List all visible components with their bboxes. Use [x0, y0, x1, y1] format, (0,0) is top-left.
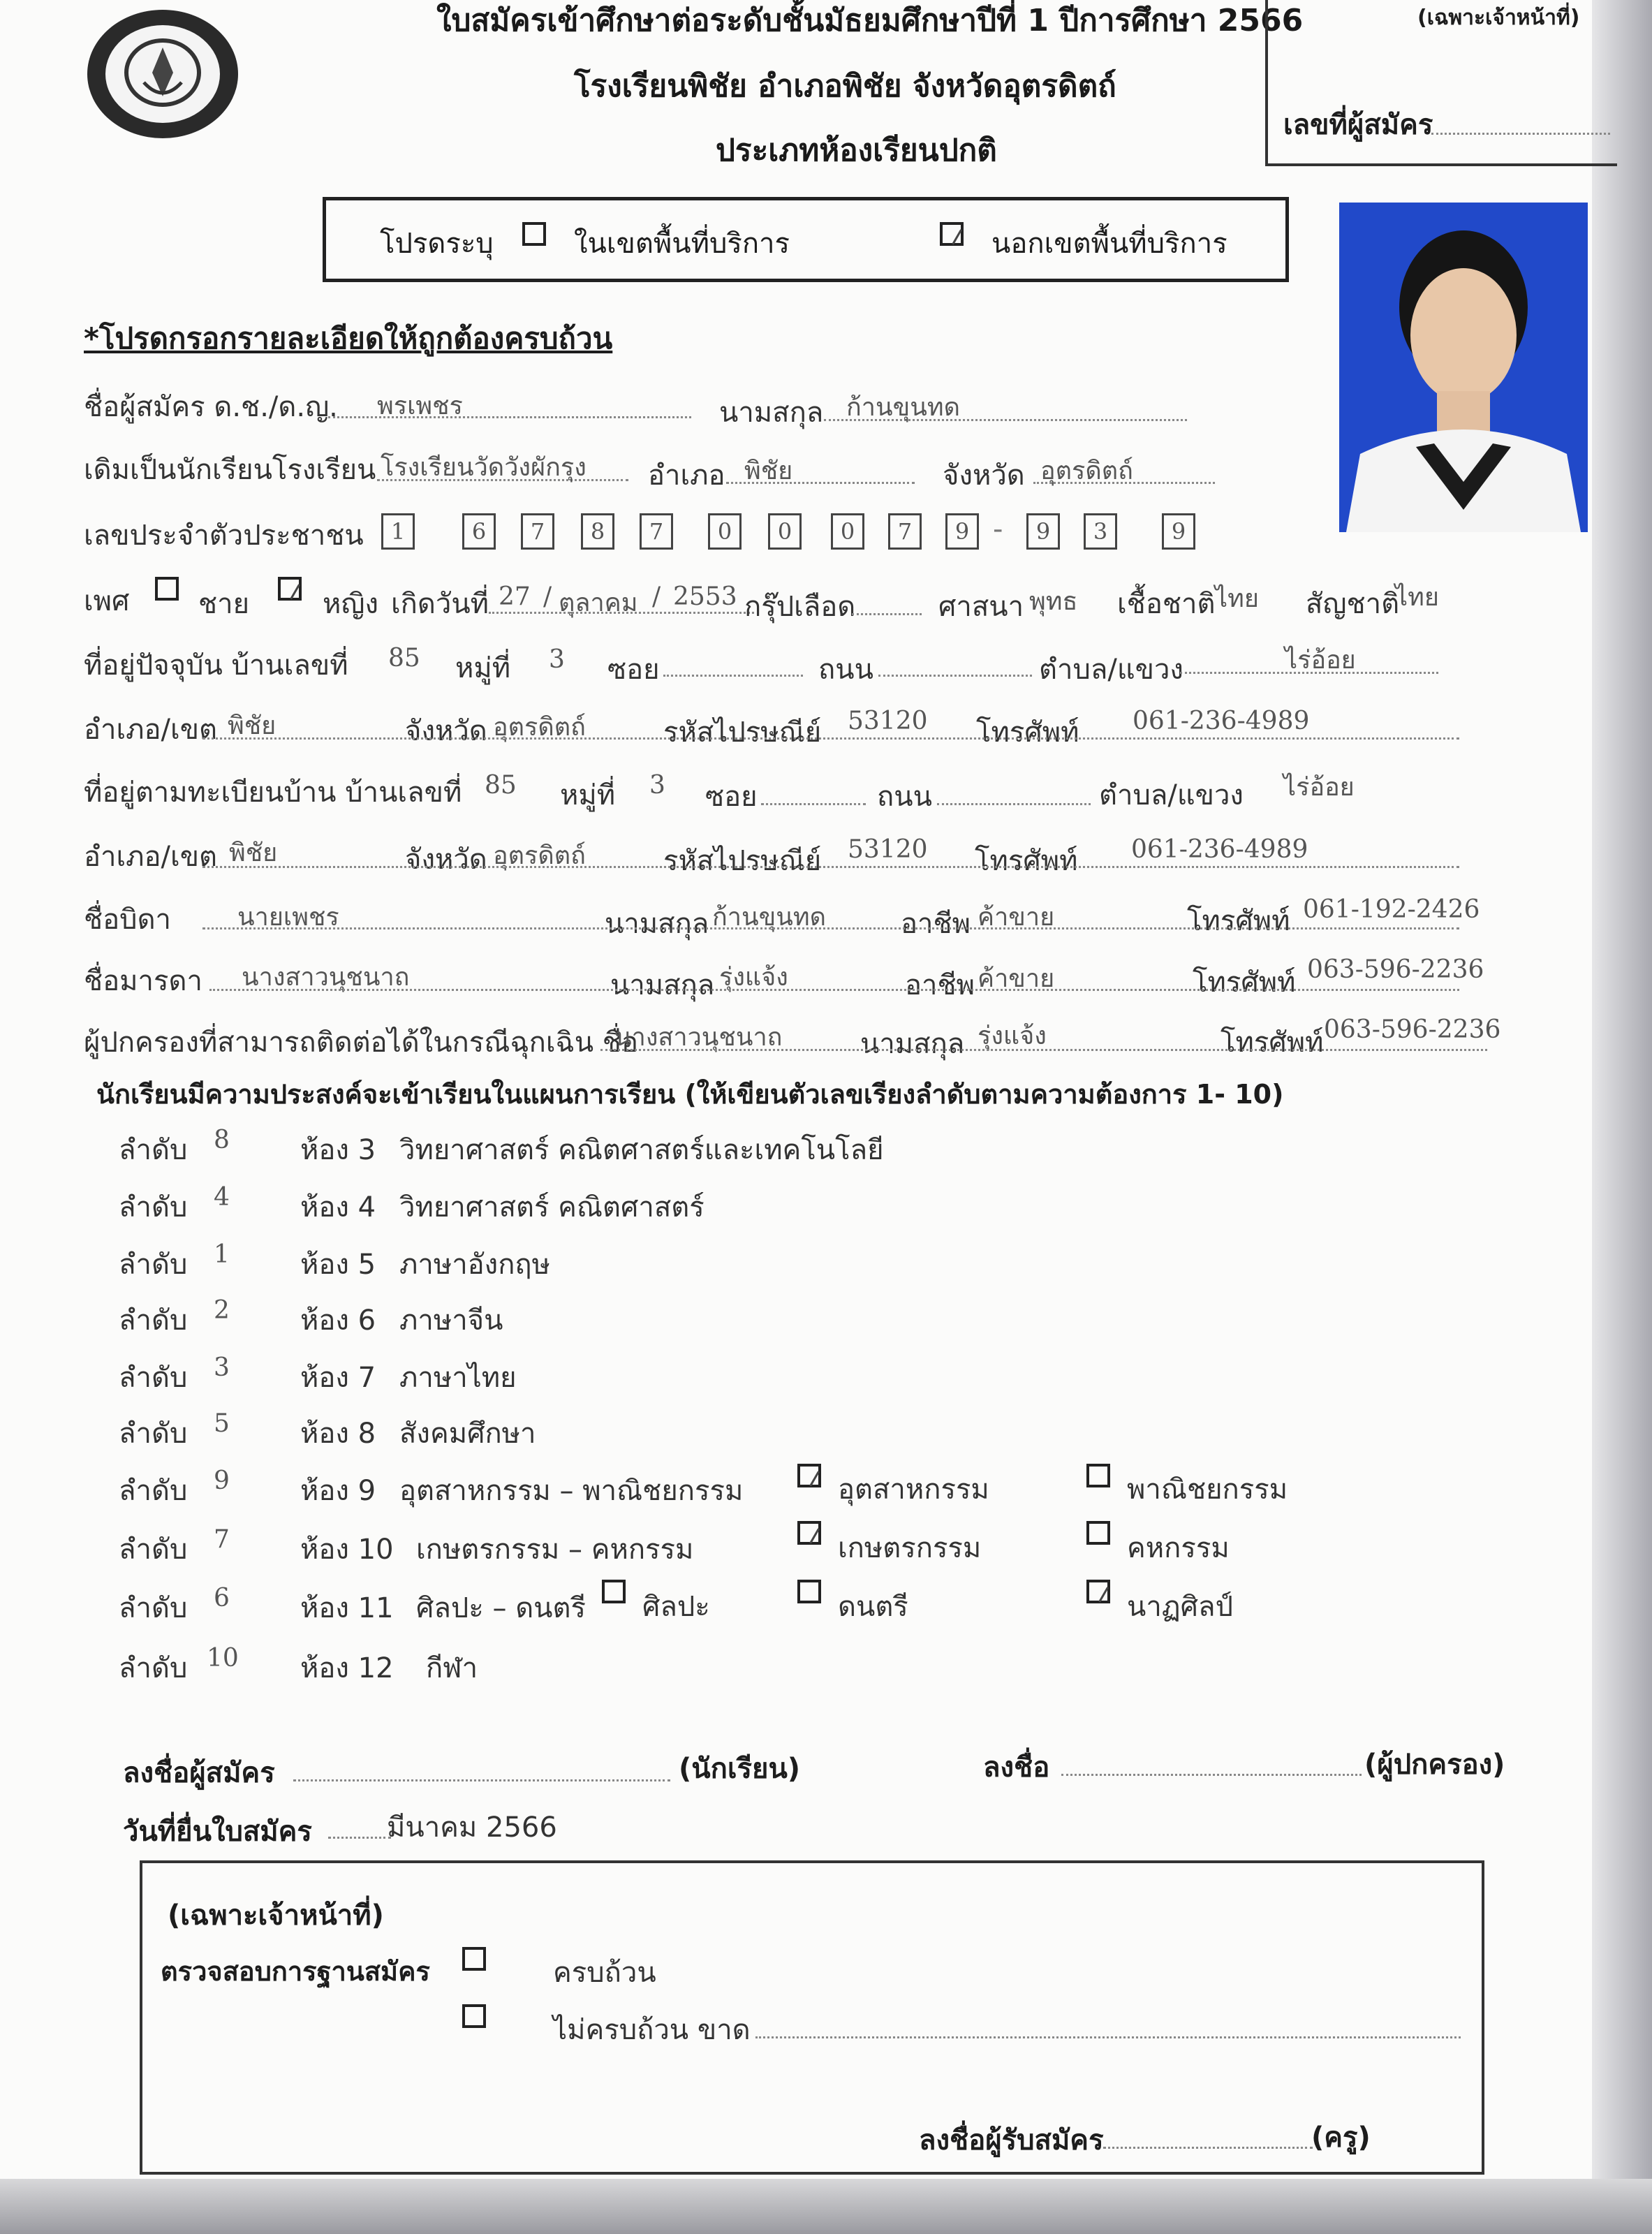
- receiver-signature-field[interactable]: [1103, 2147, 1313, 2149]
- plan-room: ห้อง 3: [300, 1134, 376, 1166]
- first-name-value[interactable]: พรเพชร: [377, 392, 463, 420]
- mother-name[interactable]: นางสาวนุชนาถ: [242, 963, 410, 992]
- current-soi-label: ซอย: [607, 654, 660, 686]
- art-checkbox[interactable]: [602, 1580, 626, 1603]
- school-district-line: [726, 482, 915, 484]
- complete-checkbox[interactable]: [462, 1947, 486, 1971]
- plan-name: ศิลปะ – ดนตรี: [416, 1592, 586, 1624]
- birth-month[interactable]: ตุลาคม: [559, 589, 638, 617]
- guardian-phone-label: โทรศัพท์: [1220, 1027, 1324, 1059]
- applicant-photo: [1339, 203, 1588, 532]
- father-line: [202, 927, 1459, 929]
- guardian-signature-label: ลงชื่อ: [983, 1751, 1050, 1784]
- current-road-label: ถนน: [818, 654, 873, 686]
- id-digit[interactable]: 9: [1026, 513, 1060, 550]
- order-label: ลำดับ: [119, 1592, 188, 1624]
- citizen-id-label: เลขประจำตัวประชาชน: [84, 520, 364, 552]
- current-phone-label: โทรศัพท์: [976, 717, 1079, 749]
- school-province-line: [1033, 482, 1215, 484]
- agriculture-checkbox[interactable]: [797, 1521, 821, 1545]
- father-name[interactable]: นายเพชร: [237, 903, 339, 932]
- school-district-value[interactable]: พิชัย: [744, 457, 793, 485]
- current-province[interactable]: อุตรดิตถ์: [493, 713, 586, 742]
- birth-slash: /: [652, 582, 661, 611]
- plan-rank[interactable]: 10: [207, 1644, 239, 1673]
- incomplete-label: ไม่ครบถ้วน ขาด: [553, 2014, 751, 2046]
- home-economics-label: คหกรรม: [1127, 1532, 1230, 1564]
- id-digit[interactable]: 7: [888, 513, 922, 550]
- registered-soi-field[interactable]: [761, 803, 866, 805]
- plan-name: สังคมศึกษา: [399, 1418, 536, 1450]
- applicant-number-label: เลขที่ผู้สมัคร: [1283, 109, 1433, 141]
- current-district[interactable]: พิชัย: [228, 712, 276, 740]
- current-postcode[interactable]: 53120: [848, 707, 928, 735]
- registered-subdistrict-label: ตำบล/แขวง: [1099, 779, 1244, 811]
- submit-date-value[interactable]: มีนาคม 2566: [387, 1812, 557, 1844]
- commerce-checkbox[interactable]: [1086, 1464, 1110, 1487]
- order-label: ลำดับ: [119, 1362, 188, 1394]
- plan-name: วิทยาศาสตร์ คณิตศาสตร์: [399, 1191, 705, 1223]
- plan-heading: นักเรียนมีความประสงค์จะเข้าเรียนในแผนการเรียน (ให้เขียนตัวเลขเรียงลำดับตามความต้องการ 1- 10): [96, 1079, 1284, 1110]
- id-digit[interactable]: 9: [1162, 513, 1195, 550]
- plan-name: ภาษาไทย: [399, 1362, 517, 1394]
- missing-items-field[interactable]: [755, 2036, 1461, 2038]
- out-area-label: นอกเขตพื้นที่บริการ: [991, 228, 1227, 260]
- student-note: (นักเรียน): [679, 1753, 801, 1785]
- plan-rank[interactable]: 3: [214, 1353, 230, 1382]
- form-title: ใบสมัครเข้าศึกษาต่อระดับชั้นมัธยมศึกษาปีที่ 1 ปีการศึกษา 2566: [436, 3, 1304, 38]
- birth-slash: /: [543, 582, 552, 611]
- area-prompt: โปรดระบุ: [380, 228, 494, 260]
- plan-rank[interactable]: 9: [214, 1467, 230, 1495]
- mother-surname-label: นามสกุล: [610, 969, 715, 1001]
- id-digit[interactable]: 6: [462, 513, 496, 550]
- mother-phone-label: โทรศัพท์: [1193, 967, 1296, 999]
- music-label: ดนตรี: [838, 1591, 908, 1623]
- blood-label: กรุ๊ปเลือด: [744, 591, 856, 623]
- submit-date-label: วันที่ยื่นใบสมัคร: [123, 1816, 312, 1848]
- father-phone[interactable]: 061-192-2426: [1303, 895, 1480, 924]
- ethnicity-label: เชื้อชาติ: [1117, 588, 1216, 620]
- applicant-number-field[interactable]: [1431, 133, 1610, 135]
- plan-room: ห้อง 12: [300, 1652, 394, 1684]
- father-phone-label: โทรศัพท์: [1187, 905, 1290, 937]
- plan-name: กีฬา: [426, 1652, 478, 1684]
- surname-value[interactable]: ก้านขุนทด: [846, 393, 960, 422]
- plan-name: อุตสาหกรรม – พาณิชยกรรม: [399, 1475, 744, 1507]
- guardian-surname-label: นามสกุล: [860, 1028, 965, 1060]
- class-type-line: ประเภทห้องเรียนปกติ: [716, 133, 997, 168]
- current-moo[interactable]: 3: [549, 645, 565, 674]
- registered-district-label: อำเภอ/เขต: [84, 841, 218, 873]
- out-area-checkbox[interactable]: [940, 222, 964, 246]
- male-label: ชาย: [198, 588, 250, 620]
- registered-address-line: [202, 866, 1459, 868]
- guardian-name[interactable]: นางสาวนุชนาถ: [614, 1023, 783, 1052]
- submit-date-line: [328, 1837, 391, 1839]
- plan-name: วิทยาศาสตร์ คณิตศาสตร์และเทคโนโลยี: [399, 1134, 884, 1166]
- religion-label: ศาสนา: [938, 591, 1024, 623]
- father-job-label: อาชีพ: [901, 908, 971, 940]
- plan-room: ห้อง 11: [300, 1592, 394, 1624]
- in-area-label: ในเขตพื้นที่บริการ: [574, 228, 790, 260]
- birth-day[interactable]: 27: [499, 582, 531, 611]
- complete-label: ครบถ้วน: [553, 1957, 656, 1989]
- id-separator: -: [993, 513, 1003, 545]
- registered-road-field[interactable]: [937, 803, 1091, 805]
- registered-postcode[interactable]: 53120: [848, 835, 928, 864]
- order-label: ลำดับ: [119, 1305, 188, 1337]
- in-area-checkbox[interactable]: [522, 222, 546, 246]
- plan-rank[interactable]: 4: [214, 1183, 230, 1212]
- mother-line: [209, 989, 1459, 991]
- id-digit[interactable]: 0: [831, 513, 864, 550]
- id-digit[interactable]: 8: [581, 513, 614, 550]
- order-label: ลำดับ: [119, 1134, 188, 1166]
- registered-road-label: ถนน: [877, 781, 932, 813]
- current-phone[interactable]: 061-236-4989: [1133, 707, 1310, 735]
- current-soi-field[interactable]: [663, 675, 803, 677]
- page-edge-shadow: [1592, 0, 1652, 2234]
- guardian-label: ผู้ปกครองที่สามารถติดต่อได้ในกรณีฉุกเฉิน ชื่อ: [84, 1027, 638, 1059]
- id-digit[interactable]: 3: [1084, 513, 1117, 550]
- plan-name: เกษตรกรรม – คหกรรม: [416, 1534, 694, 1566]
- school-label: เดิมเป็นนักเรียนโรงเรียน: [84, 454, 376, 486]
- order-label: ลำดับ: [119, 1418, 188, 1450]
- male-checkbox[interactable]: [155, 577, 179, 601]
- plan-rank[interactable]: 2: [214, 1296, 230, 1325]
- mother-phone[interactable]: 063-596-2236: [1307, 955, 1484, 984]
- ethnicity-value[interactable]: ไทย: [1215, 585, 1259, 613]
- nationality-label: สัญชาติ: [1306, 588, 1400, 620]
- female-checkbox[interactable]: [278, 577, 302, 601]
- id-digit[interactable]: 0: [768, 513, 802, 550]
- receiver-signature-label: ลงชื่อผู้รับสมัคร: [919, 2124, 1104, 2156]
- registered-moo[interactable]: 3: [649, 771, 665, 800]
- home-economics-checkbox[interactable]: [1086, 1521, 1110, 1545]
- registered-phone[interactable]: 061-236-4989: [1131, 835, 1308, 864]
- plan-room: ห้อง 10: [300, 1534, 394, 1566]
- industry-checkbox[interactable]: [797, 1464, 821, 1487]
- school-line: โรงเรียนพิชัย อำเภอพิชัย จังหวัดอุตรดิตถ์: [574, 68, 1116, 104]
- current-postcode-label: รหัสไปรษณีย์: [663, 717, 822, 749]
- page-bottom-shadow: [0, 2179, 1652, 2234]
- school-province-label: จังหวัด: [943, 460, 1025, 492]
- surname-label: นามสกุล: [719, 397, 824, 429]
- document-check-label: ตรวจสอบการฐานสมัคร: [161, 1956, 430, 1987]
- registered-phone-label: โทรศัพท์: [975, 845, 1078, 877]
- guardian-surname[interactable]: รุ่งแจ้ง: [978, 1022, 1047, 1050]
- commerce-label: พาณิชยกรรม: [1127, 1474, 1288, 1506]
- id-digit[interactable]: 9: [945, 513, 979, 550]
- current-road-field[interactable]: [878, 675, 1032, 677]
- registered-province-label: จังหวัด: [405, 844, 487, 876]
- plan-rank[interactable]: 5: [214, 1409, 230, 1438]
- registered-soi-label: ซอย: [705, 781, 758, 813]
- current-subdistrict-line: [1180, 672, 1438, 674]
- religion-value[interactable]: พุทธ: [1029, 587, 1078, 616]
- thai-dance-checkbox[interactable]: [1086, 1580, 1110, 1603]
- plan-name: ภาษาจีน: [399, 1305, 503, 1337]
- birth-line: [489, 612, 754, 614]
- current-house-no[interactable]: 85: [388, 644, 420, 673]
- plan-room: ห้อง 8: [300, 1418, 376, 1450]
- thai-dance-label: นาฏศิลป์: [1127, 1591, 1233, 1623]
- registered-postcode-label: รหัสไปรษณีย์: [663, 845, 822, 877]
- school-province-value[interactable]: อุตรดิตถ์: [1040, 457, 1133, 485]
- registered-subdistrict[interactable]: ไร่อ้อย: [1283, 773, 1355, 802]
- guardian-phone[interactable]: 063-596-2236: [1324, 1015, 1501, 1044]
- registered-province[interactable]: อุตรดิตถ์: [493, 842, 586, 870]
- applicant-signature-field[interactable]: [293, 1779, 670, 1781]
- current-moo-label: หมู่ที่: [455, 652, 511, 684]
- id-digit[interactable]: 0: [708, 513, 742, 550]
- school-seal-logo: [82, 6, 243, 142]
- registered-address-label: ที่อยู่ตามทะเบียนบ้าน บ้านเลขที่: [84, 777, 462, 809]
- order-label: ลำดับ: [119, 1475, 188, 1507]
- plan-room: ห้อง 4: [300, 1191, 376, 1223]
- plan-rank[interactable]: 1: [214, 1240, 230, 1269]
- instruction-text: *โปรดกรอกรายละเอียดให้ถูกต้องครบถ้วน: [84, 321, 613, 355]
- order-label: ลำดับ: [119, 1534, 188, 1566]
- teacher-note: (ครู): [1311, 2122, 1371, 2154]
- sex-label: เพศ: [84, 585, 130, 617]
- mother-surname[interactable]: รุ่งแจ้ง: [719, 963, 788, 992]
- birth-year[interactable]: 2553: [673, 582, 737, 611]
- order-label: ลำดับ: [119, 1652, 188, 1684]
- plan-name: ภาษาอังกฤษ: [399, 1249, 551, 1281]
- father-surname-label: นามสกุล: [605, 908, 709, 940]
- mother-label: ชื่อมารดา: [84, 965, 202, 997]
- father-surname[interactable]: ก้านขุนทด: [712, 903, 826, 932]
- plan-room: ห้อง 6: [300, 1305, 376, 1337]
- industry-label: อุตสาหกรรม: [838, 1474, 989, 1506]
- mother-job-label: อาชีพ: [905, 969, 975, 1001]
- plan-room: ห้อง 5: [300, 1249, 376, 1281]
- agriculture-label: เกษตรกรรม: [838, 1532, 982, 1564]
- registered-moo-label: หมู่ที่: [560, 779, 616, 811]
- father-job[interactable]: ค้าขาย: [978, 903, 1055, 932]
- current-address-line: [202, 737, 1459, 740]
- current-subdistrict-label: ตำบล/แขวง: [1039, 654, 1183, 686]
- applicant-signature-label: ลงชื่อผู้สมัคร: [123, 1757, 275, 1789]
- birth-label: เกิดวันที่: [391, 588, 489, 620]
- art-label: ศิลปะ: [642, 1591, 710, 1623]
- plan-room: ห้อง 9: [300, 1475, 376, 1507]
- school-value[interactable]: โรงเรียนวัดวังผักรุง: [381, 453, 587, 482]
- id-digit[interactable]: 1: [381, 513, 415, 550]
- name-label: ชื่อผู้สมัคร ด.ช./ด.ญ.: [84, 391, 338, 423]
- current-address-label: ที่อยู่ปัจจุบัน บ้านเลขที่: [84, 649, 348, 682]
- guardian-note: (ผู้ปกครอง): [1364, 1749, 1505, 1781]
- registered-house-no[interactable]: 85: [485, 771, 517, 800]
- blood-field[interactable]: [852, 613, 922, 615]
- plan-rank[interactable]: 7: [214, 1525, 230, 1554]
- office-only-label: (เฉพาะเจ้าหน้าที่): [1417, 6, 1580, 30]
- mother-job[interactable]: ค้าขาย: [978, 964, 1055, 993]
- guardian-line: [600, 1049, 1487, 1051]
- order-label: ลำดับ: [119, 1191, 188, 1223]
- plan-rank[interactable]: 6: [214, 1584, 230, 1612]
- office-title: (เฉพาะเจ้าหน้าที่): [168, 1899, 384, 1932]
- current-subdistrict[interactable]: ไร่อ้อย: [1285, 646, 1356, 675]
- school-district-label: อำเภอ: [648, 460, 725, 492]
- father-label: ชื่อบิดา: [84, 904, 171, 936]
- music-checkbox[interactable]: [797, 1580, 821, 1603]
- plan-room: ห้อง 7: [300, 1362, 376, 1394]
- current-district-label: อำเภอ/เขต: [84, 714, 218, 746]
- current-province-label: จังหวัด: [405, 715, 487, 747]
- order-label: ลำดับ: [119, 1249, 188, 1281]
- registered-district[interactable]: พิชัย: [229, 839, 278, 867]
- id-digit[interactable]: 7: [521, 513, 554, 550]
- female-label: หญิง: [323, 588, 378, 620]
- plan-rank[interactable]: 8: [214, 1126, 230, 1154]
- nationality-value[interactable]: ไทย: [1395, 583, 1439, 612]
- guardian-signature-field[interactable]: [1061, 1774, 1362, 1776]
- id-digit[interactable]: 7: [640, 513, 673, 550]
- incomplete-checkbox[interactable]: [462, 2004, 486, 2028]
